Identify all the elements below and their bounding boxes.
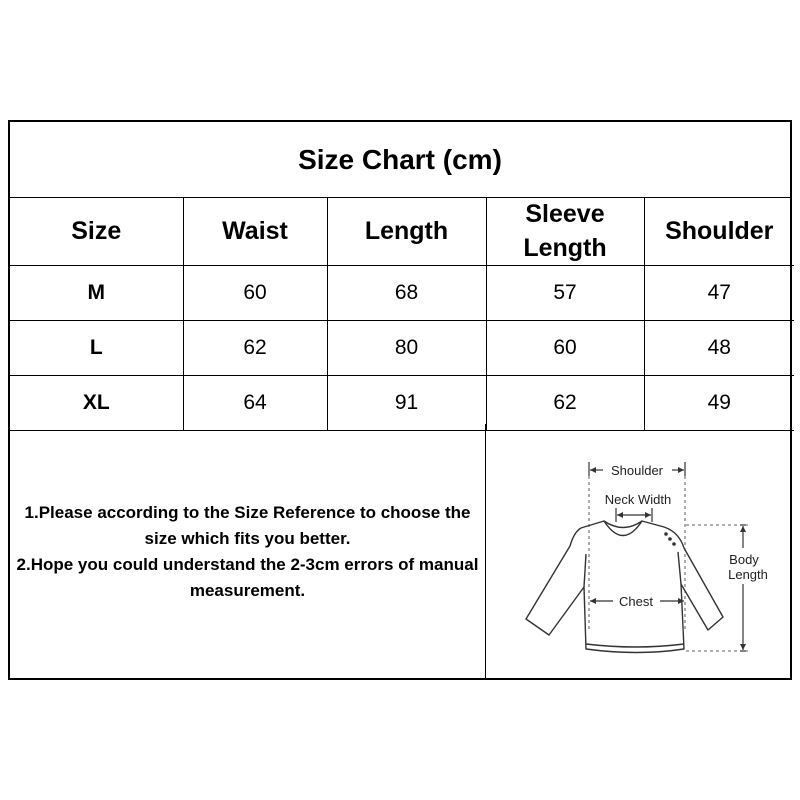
shoulder-cell: 48 xyxy=(644,321,794,376)
hem-line xyxy=(586,644,684,647)
left-sleeve-seam xyxy=(584,554,586,587)
length-cell: 80 xyxy=(327,321,486,376)
header-shoulder: Shoulder xyxy=(644,197,794,266)
header-length: Length xyxy=(327,197,486,266)
table-row xyxy=(10,266,794,321)
button-dot xyxy=(664,532,668,536)
info-section xyxy=(10,424,790,680)
neck-width-measure xyxy=(616,508,652,522)
right-sleeve-seam xyxy=(678,552,681,584)
sweater-body xyxy=(526,521,723,653)
header-sleeve-length-text: Sleeve Length xyxy=(523,200,607,262)
shoulder-cell: 47 xyxy=(644,266,794,321)
sleeve-cell: 62 xyxy=(486,376,644,431)
waist-cell: 60 xyxy=(183,266,327,321)
size-cell: M xyxy=(10,266,183,321)
sleeve-cell: 57 xyxy=(486,266,644,321)
chart-title: Size Chart (cm) xyxy=(10,122,790,198)
size-cell: XL xyxy=(10,376,183,431)
shoulder-label: Shoulder xyxy=(610,463,664,478)
waist-cell: 62 xyxy=(183,321,327,376)
sweater-illustration xyxy=(486,424,792,680)
sweater-collar xyxy=(604,521,642,528)
measurement-diagram xyxy=(486,424,792,680)
table-row xyxy=(10,376,794,431)
neck-width-label: Neck Width xyxy=(604,492,672,507)
note-1: 1.Please according to the Size Reference to choose the size which fits you better. xyxy=(24,503,471,548)
size-chart xyxy=(8,120,792,680)
header-waist: Waist xyxy=(183,197,327,266)
length-label: Length xyxy=(728,567,768,582)
table-row xyxy=(10,321,794,376)
body-label: Body xyxy=(729,552,759,567)
header-sleeve-length xyxy=(486,197,644,266)
header-row xyxy=(10,197,794,266)
note-2: 2.Hope you could understand the 2-3cm errors of manual measurement. xyxy=(16,555,479,600)
sweater-outline xyxy=(526,521,723,653)
header-size: Size xyxy=(10,197,183,266)
waist-cell: 64 xyxy=(183,376,327,431)
button-dot xyxy=(672,542,676,546)
length-cell: 91 xyxy=(327,376,486,431)
size-cell: L xyxy=(10,321,183,376)
notes-panel xyxy=(10,424,486,680)
chest-label: Chest xyxy=(619,594,653,609)
shoulder-cell: 49 xyxy=(644,376,794,431)
body-length-measure xyxy=(686,525,748,651)
sleeve-cell: 60 xyxy=(486,321,644,376)
length-cell: 68 xyxy=(327,266,486,321)
button-dot xyxy=(668,537,672,541)
size-table xyxy=(10,197,794,431)
